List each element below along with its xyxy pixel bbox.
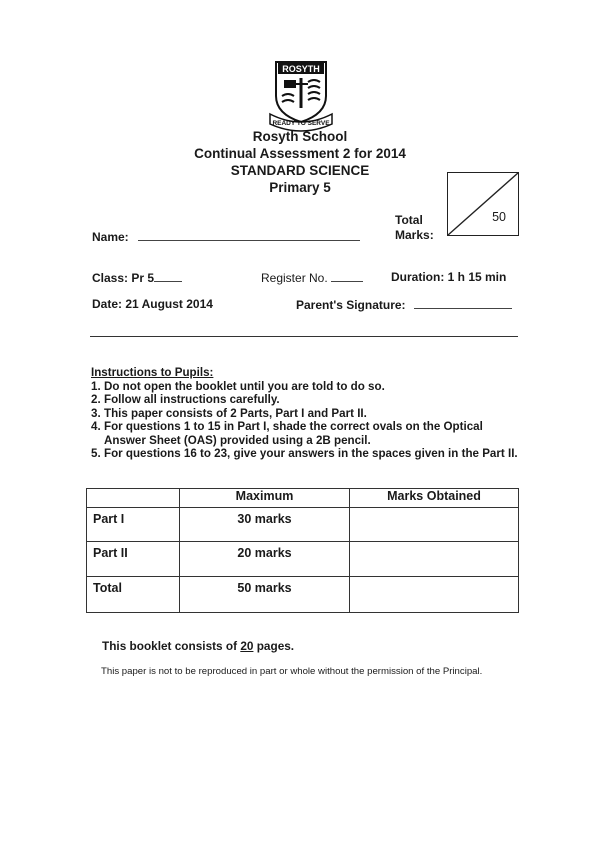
school-name: Rosyth School [252, 129, 348, 144]
exam-title: Continual Assessment 2 for 2014 [194, 146, 406, 161]
register-label: Register No. [261, 271, 328, 285]
instruction-item: 4. For questions 1 to 15 in Part I, shade the correct ovals on the Optical Answer Sheet (OAS) provided using a 2B pencil. [91, 420, 483, 447]
section-divider [90, 336, 518, 337]
instruction-item: 3. This paper consists of 2 Parts, Part I and Part II. [91, 406, 367, 420]
instructions [91, 366, 521, 461]
header-cell: Maximum [180, 489, 350, 508]
crest-motto: READY TO SERVE [272, 120, 330, 127]
class-field[interactable] [154, 270, 182, 282]
table-header-row [87, 489, 519, 508]
part-cell: Part I [87, 508, 180, 542]
subject-title: STANDARD SCIENCE [230, 163, 370, 178]
header-cell [87, 489, 180, 508]
obtained-cell[interactable] [350, 508, 519, 542]
level-title: Primary 5 [269, 180, 331, 195]
exam-date: Date: 21 August 2014 [92, 297, 213, 311]
table-row [87, 542, 519, 577]
register-field-group [261, 270, 363, 285]
header-cell: Marks Obtained [350, 489, 519, 508]
part-cell: Total [87, 577, 180, 613]
crest-top-text: ROSYTH [282, 64, 320, 74]
obtained-cell[interactable] [350, 542, 519, 577]
marks-table [86, 488, 519, 613]
max-cell: 50 marks [180, 577, 350, 613]
name-label: Name: [92, 229, 360, 244]
total-max-marks: 50 [492, 210, 506, 224]
marks-label: Marks: [395, 228, 434, 242]
max-cell: 20 marks [180, 542, 350, 577]
total-box-diagonal [448, 173, 518, 235]
class-value: Pr 5 [131, 271, 155, 285]
class-label: Class: [92, 271, 129, 285]
instruction-item: 2. Follow all instructions carefully. [91, 393, 280, 406]
table-row [87, 508, 519, 542]
signature-field[interactable] [414, 297, 512, 309]
max-cell: 30 marks [180, 508, 350, 542]
register-field[interactable] [331, 270, 363, 282]
obtained-cell[interactable] [350, 577, 519, 613]
page-count: 20 [240, 639, 254, 653]
signature-field-group [296, 297, 512, 312]
table-row [87, 577, 519, 613]
class-field-group [92, 270, 182, 285]
total-marks-box[interactable] [447, 172, 519, 236]
duration-text: Duration: 1 h 15 min [391, 270, 507, 284]
reproduction-note: This paper is not to be reproduced in part or whole without the permission of the Principal. [101, 666, 483, 677]
instruction-item: 1. Do not open the booklet until you are told to do so. [91, 379, 385, 393]
school-crest [268, 52, 334, 132]
instructions-title: Instructions to Pupils: [91, 366, 214, 379]
signature-label: Parent's Signature: [296, 298, 406, 312]
name-field[interactable] [138, 229, 360, 241]
instruction-item: 5. For questions 16 to 23, give your answers in the spaces given in the Part II. [91, 447, 518, 460]
page-count-text: This booklet consists of 20 pages. [102, 639, 295, 653]
part-cell: Part II [87, 542, 180, 577]
total-label: Total [395, 213, 423, 227]
